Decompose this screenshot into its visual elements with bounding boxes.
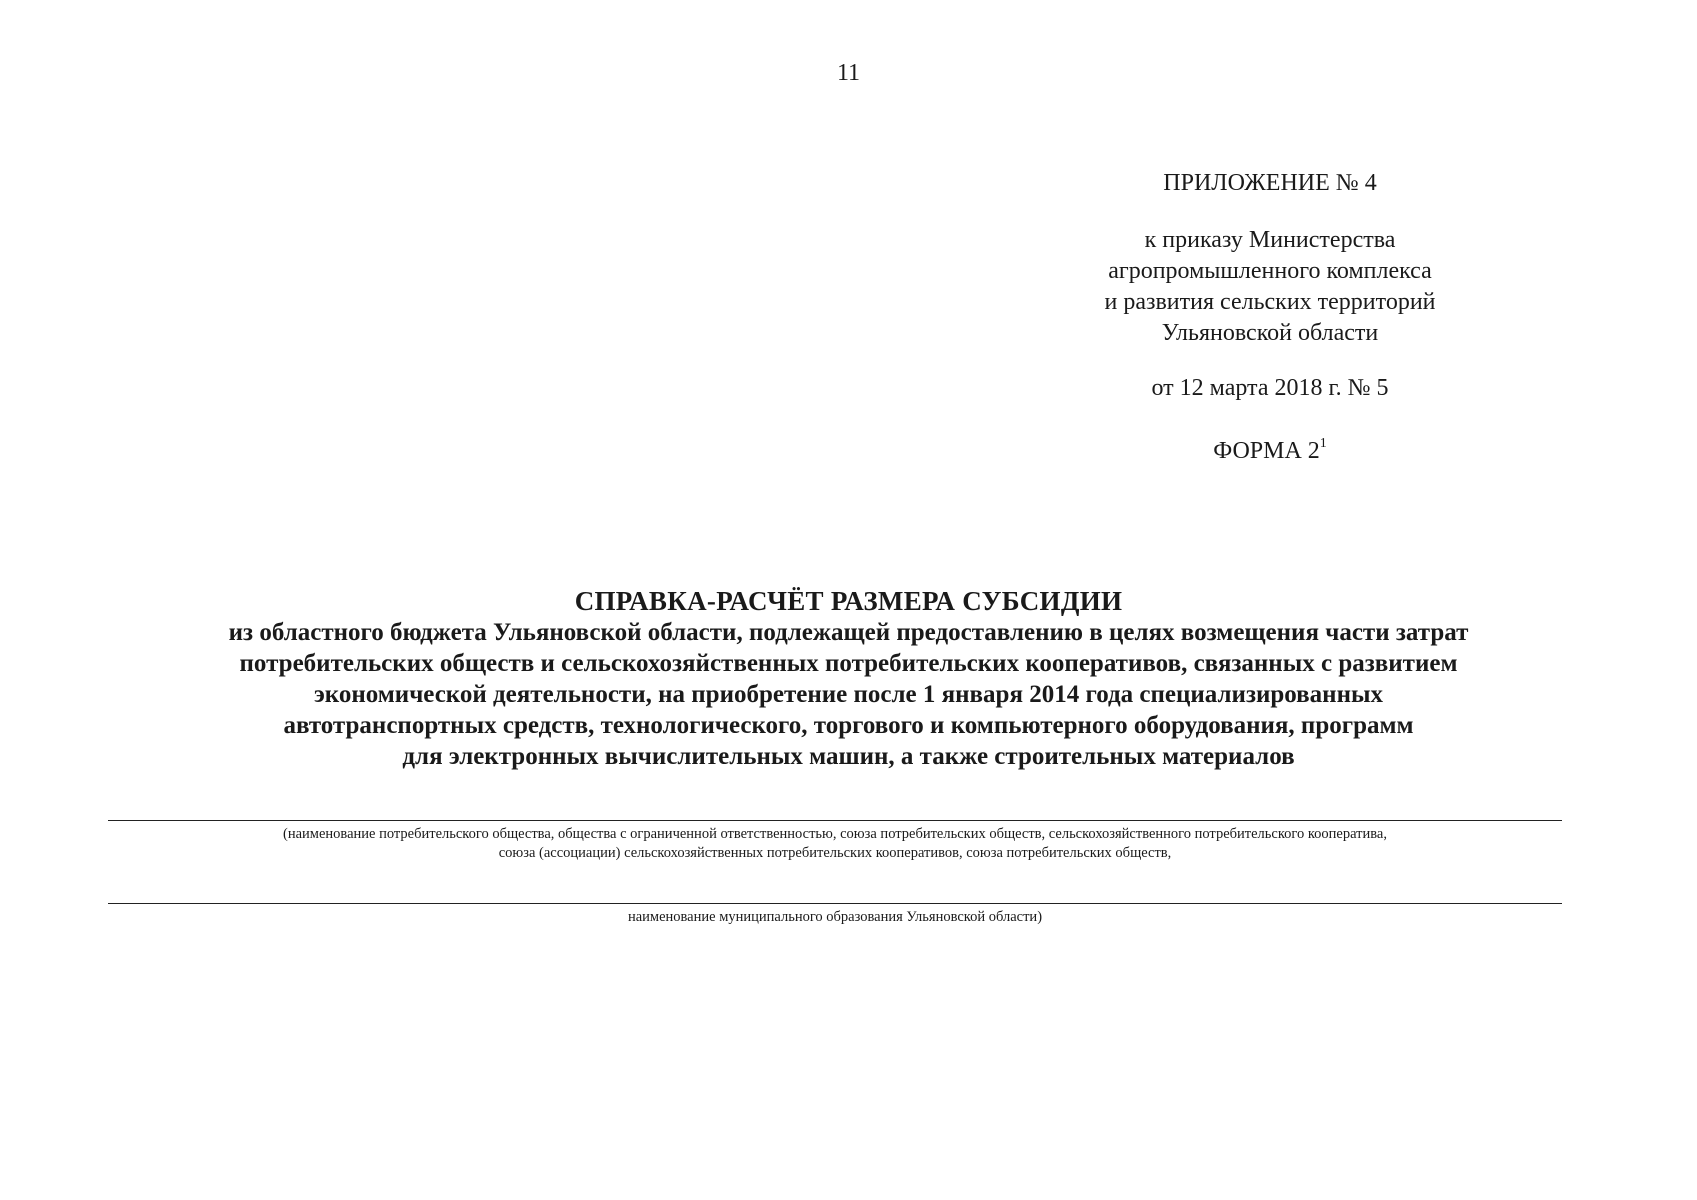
document-title-line: потребительских обществ и сельскохозяйственных потребительских кооперативов, связанных с развитием (239, 650, 1458, 677)
appendix-title: ПРИЛОЖЕНИЕ № 4 (1163, 170, 1377, 196)
caption-line: союза (ассоциации) сельскохозяйственных потребительских кооперативов, союза потребительских обществ, (498, 845, 1172, 861)
order-ref-line: и развития сельских территорий (1104, 289, 1436, 315)
order-ref-line: агропромышленного комплекса (1108, 258, 1432, 284)
organization-name-field-line (108, 820, 1562, 821)
order-date: от 12 марта 2018 г. № 5 (1151, 375, 1389, 401)
document-title-line: экономической деятельности, на приобретение после 1 января 2014 года специализированных (313, 681, 1384, 708)
municipality-name-field-line (108, 903, 1562, 904)
form-label-text: ФОРМА 2 (1213, 438, 1320, 464)
order-ref-line: к приказу Министерства (1144, 227, 1396, 253)
organization-name-caption (108, 825, 1562, 863)
order-ref-line: Ульяновской области (1161, 320, 1379, 346)
page-number: 11 (836, 60, 861, 86)
caption-line: наименование муниципального образования Ульяновской области) (627, 909, 1043, 925)
form-superscript: 1 (1319, 436, 1327, 451)
municipality-name-caption (108, 908, 1562, 927)
document-title-line: из областного бюджета Ульяновской области, подлежащей предоставлению в целях возмещения части затрат (228, 619, 1469, 646)
document-title-main: СПРАВКА-РАСЧЁТ РАЗМЕРА СУБСИДИИ (574, 586, 1123, 616)
appendix-block (1040, 168, 1500, 467)
caption-line: (наименование потребительского общества, общества с ограниченной ответственностью, союза потребительских обществ, сельскохозяйственного потребительского кооператива, (283, 826, 1387, 842)
form-label (1040, 430, 1500, 467)
document-title-line: для электронных вычислительных машин, а также строительных материалов (402, 743, 1295, 770)
document-title (100, 586, 1597, 772)
document-title-line: автотранспортных средств, технологического, торгового и компьютерного оборудования, программ (283, 712, 1414, 739)
order-reference (1040, 225, 1500, 349)
